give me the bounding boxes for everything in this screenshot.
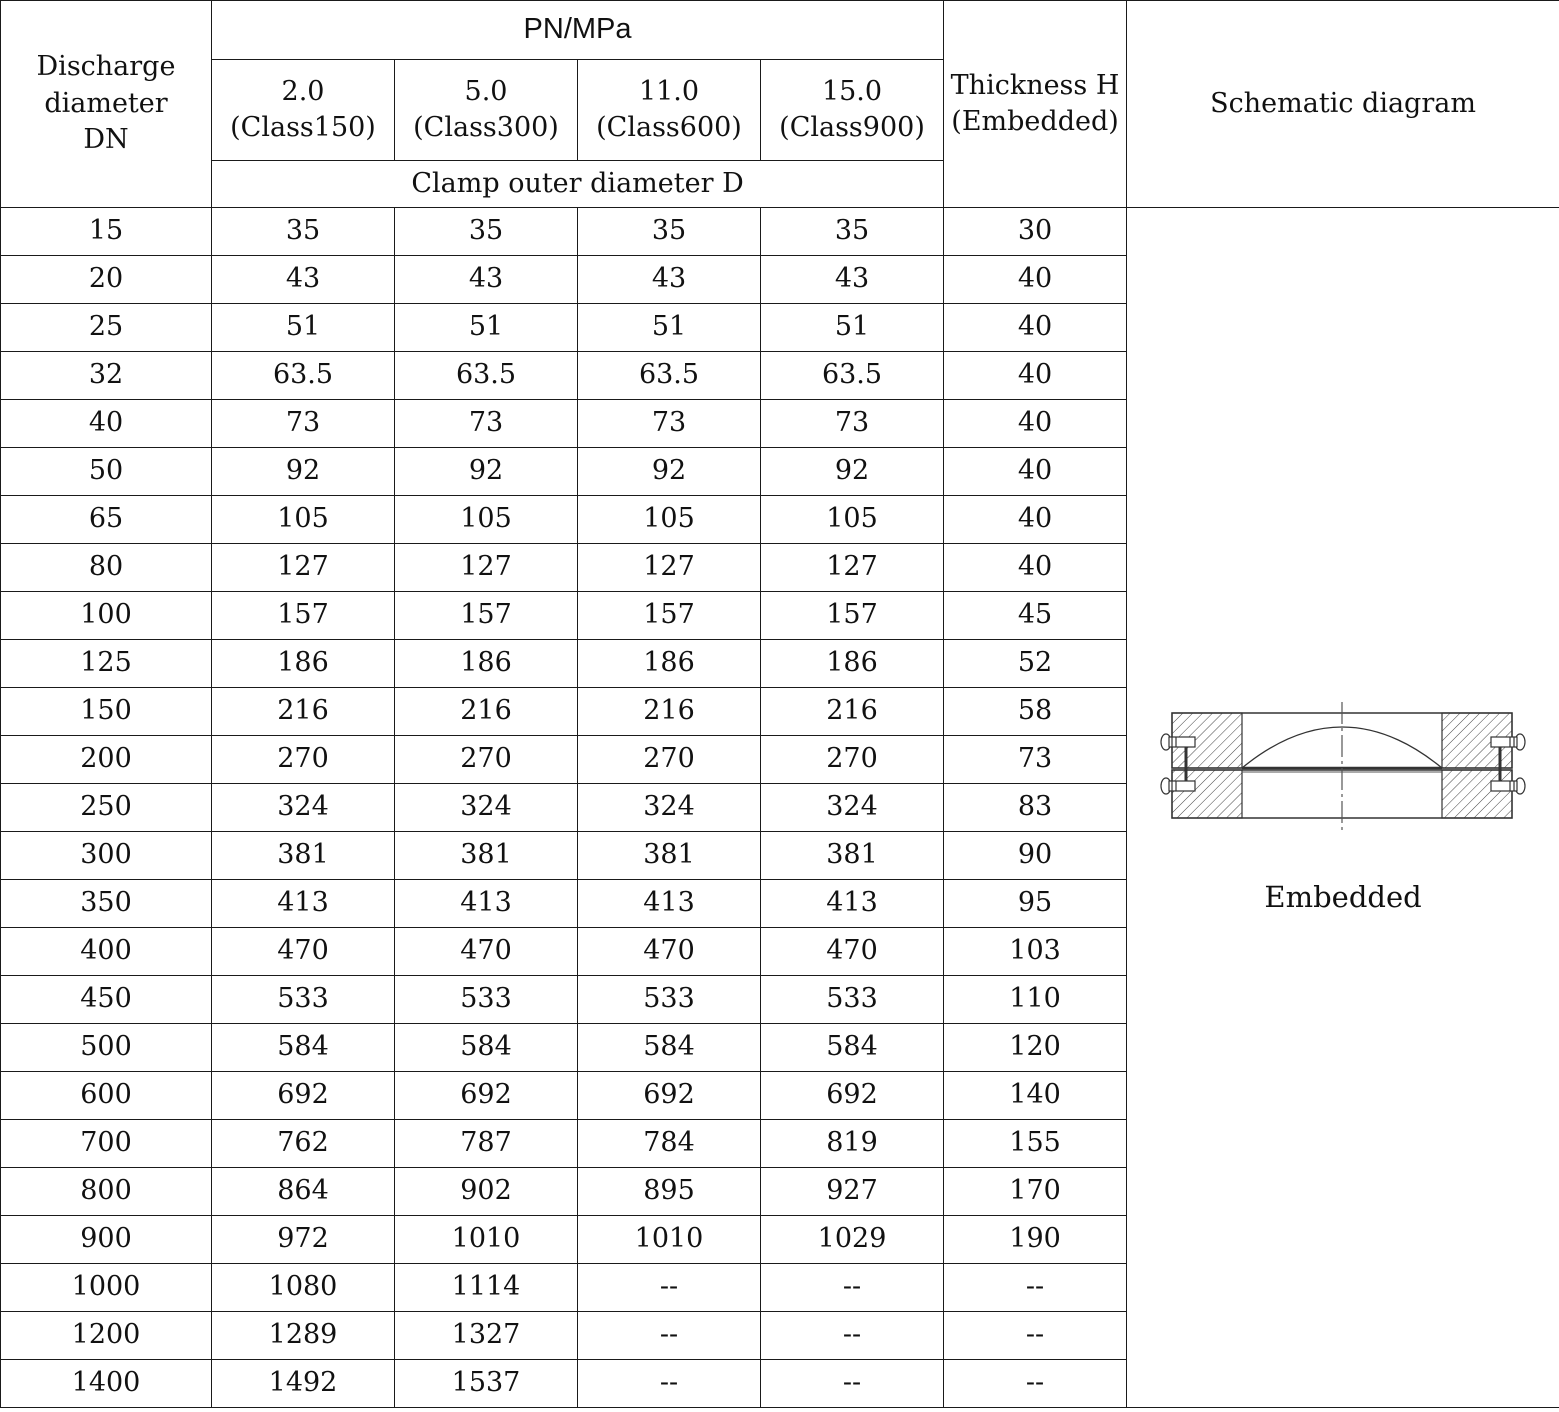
dn-cell: 32 [1,352,212,400]
thickness-line2: (Embedded) [951,106,1119,137]
clamp-diameter-cell: 73 [395,400,578,448]
clamp-diameter-cell: 92 [395,448,578,496]
clamp-diameter-cell: 127 [212,544,395,592]
dn-cell: 50 [1,448,212,496]
clamp-diameter-cell: 324 [212,784,395,832]
clamp-diameter-cell: 819 [761,1120,944,1168]
clamp-diameter-cell: 270 [578,736,761,784]
clamp-diameter-cell: 927 [761,1168,944,1216]
clamp-diameter-cell: 43 [761,256,944,304]
thickness-cell: 40 [944,400,1127,448]
clamp-diameter-cell: -- [761,1360,944,1408]
dn-cell: 450 [1,976,212,1024]
clamp-diameter-cell: 1114 [395,1264,578,1312]
clamp-diameter-cell: 692 [578,1072,761,1120]
clamp-diameter-cell: 324 [578,784,761,832]
thickness-cell: 110 [944,976,1127,1024]
clamp-diameter-cell: 413 [212,880,395,928]
header-thickness [944,1,1127,208]
clamp-diameter-cell: 413 [395,880,578,928]
clamp-diameter-cell: 864 [212,1168,395,1216]
clamp-diameter-cell: 533 [578,976,761,1024]
thickness-cell: 40 [944,496,1127,544]
class-value: (Class300) [413,112,559,143]
dn-cell: 200 [1,736,212,784]
clamp-diameter-cell: 1492 [212,1360,395,1408]
clamp-diameter-cell: -- [578,1360,761,1408]
dn-cell: 600 [1,1072,212,1120]
clamp-diameter-cell: 895 [578,1168,761,1216]
clamp-diameter-cell: 413 [578,880,761,928]
clamp-diameter-cell: 157 [578,592,761,640]
thickness-cell: 155 [944,1120,1127,1168]
clamp-diameter-cell: 43 [578,256,761,304]
thickness-cell: 120 [944,1024,1127,1072]
clamp-diameter-cell: 381 [212,832,395,880]
clamp-diameter-cell: 105 [578,496,761,544]
thickness-cell: 190 [944,1216,1127,1264]
clamp-diameter-cell: 381 [578,832,761,880]
thickness-cell: 40 [944,256,1127,304]
clamp-diameter-cell: 1537 [395,1360,578,1408]
clamp-diameter-cell: -- [578,1312,761,1360]
header-pressure-class [761,60,944,161]
clamp-diameter-cell: 381 [395,832,578,880]
clamp-diameter-cell: 972 [212,1216,395,1264]
clamp-diameter-cell: 63.5 [395,352,578,400]
clamp-diameter-cell: 186 [395,640,578,688]
diagram-caption: Embedded [1264,879,1422,914]
header-pressure-class [212,60,395,161]
dn-cell: 80 [1,544,212,592]
header-discharge-diameter: Discharge diameter DN [1,1,212,208]
dn-cell: 40 [1,400,212,448]
dn-cell: 1200 [1,1312,212,1360]
thickness-cell: 58 [944,688,1127,736]
clamp-diameter-cell: 692 [395,1072,578,1120]
class-value: (Class150) [230,112,376,143]
clamp-diameter-cell: 35 [578,208,761,256]
dn-cell: 700 [1,1120,212,1168]
clamp-diameter-cell: 157 [212,592,395,640]
dn-cell: 20 [1,256,212,304]
clamp-diameter-cell: 157 [761,592,944,640]
clamp-diameter-cell: 324 [395,784,578,832]
clamp-diameter-cell: 73 [761,400,944,448]
clamp-diameter-cell: 73 [212,400,395,448]
dn-cell: 65 [1,496,212,544]
clamp-diameter-cell: 35 [761,208,944,256]
clamp-diameter-cell: 63.5 [212,352,395,400]
dn-cell: 100 [1,592,212,640]
clamp-diameter-cell: 186 [761,640,944,688]
clamp-diameter-cell: 51 [212,304,395,352]
pressure-value: 15.0 [821,75,883,107]
dn-cell: 1400 [1,1360,212,1408]
embedded-rupture-disc-clamp-diagram-icon [1158,698,1528,838]
header-schematic-diagram: Schematic diagram [1127,1,1559,208]
clamp-diameter-cell: 105 [761,496,944,544]
clamp-diameter-cell: 470 [212,928,395,976]
clamp-diameter-cell: 63.5 [761,352,944,400]
clamp-diameter-cell: 127 [578,544,761,592]
header-clamp-outer-diameter: Clamp outer diameter D [212,161,944,208]
dn-cell: 300 [1,832,212,880]
clamp-diameter-cell: 186 [578,640,761,688]
header-pressure-class [395,60,578,161]
clamp-diameter-cell: 270 [395,736,578,784]
clamp-diameter-cell: 902 [395,1168,578,1216]
clamp-diameter-cell: 105 [395,496,578,544]
pressure-value: 11.0 [638,75,700,107]
thickness-cell: 52 [944,640,1127,688]
clamp-diameter-cell: 1029 [761,1216,944,1264]
clamp-diameter-cell: 270 [761,736,944,784]
clamp-diameter-cell: 127 [761,544,944,592]
clamp-diameter-cell: 584 [761,1024,944,1072]
clamp-diameter-cell: 1289 [212,1312,395,1360]
table-row [1,208,1559,256]
clamp-diameter-cell: 324 [761,784,944,832]
thickness-cell: 73 [944,736,1127,784]
dn-cell: 15 [1,208,212,256]
clamp-diameter-cell: 51 [395,304,578,352]
clamp-diameter-cell: 584 [212,1024,395,1072]
clamp-diameter-cell: 35 [212,208,395,256]
dn-cell: 25 [1,304,212,352]
clamp-diameter-cell: 35 [395,208,578,256]
clamp-diameter-cell: 43 [212,256,395,304]
clamp-diameter-cell: 470 [578,928,761,976]
thickness-cell: 140 [944,1072,1127,1120]
clamp-diameter-cell: 1010 [395,1216,578,1264]
dn-cell: 1000 [1,1264,212,1312]
dn-cell: 500 [1,1024,212,1072]
clamp-diameter-cell: 63.5 [578,352,761,400]
clamp-diameter-cell: 533 [395,976,578,1024]
clamp-diameter-cell: 92 [212,448,395,496]
thickness-cell: 103 [944,928,1127,976]
clamp-diameter-cell: 381 [761,832,944,880]
clamp-diameter-cell: 584 [395,1024,578,1072]
clamp-diameter-cell: -- [761,1312,944,1360]
thickness-cell: 40 [944,544,1127,592]
clamp-diameter-cell: 787 [395,1120,578,1168]
clamp-diameter-cell: 1010 [578,1216,761,1264]
clamp-diameter-cell: 105 [212,496,395,544]
clamp-diameter-cell: -- [761,1264,944,1312]
thickness-cell: 40 [944,304,1127,352]
clamp-diameter-cell: 216 [761,688,944,736]
dn-cell: 900 [1,1216,212,1264]
thickness-cell: 170 [944,1168,1127,1216]
header-pressure-class [578,60,761,161]
thickness-cell: 90 [944,832,1127,880]
schematic-diagram-cell [1127,208,1559,1408]
clamp-diameter-cell: 157 [395,592,578,640]
thickness-cell: -- [944,1360,1127,1408]
clamp-diameter-cell: 762 [212,1120,395,1168]
pressure-value: 5.0 [464,75,508,107]
thickness-cell: 30 [944,208,1127,256]
clamp-diameter-cell: 92 [578,448,761,496]
thickness-cell: -- [944,1264,1127,1312]
dn-cell: 350 [1,880,212,928]
clamp-diameter-cell: 533 [212,976,395,1024]
thickness-cell: 83 [944,784,1127,832]
clamp-diameter-cell: 413 [761,880,944,928]
dn-cell: 400 [1,928,212,976]
clamp-diameter-cell: 92 [761,448,944,496]
thickness-cell: 95 [944,880,1127,928]
clamp-diameter-cell: 470 [395,928,578,976]
clamp-diameter-cell: 51 [761,304,944,352]
clamp-diameter-cell: -- [578,1264,761,1312]
clamp-diameter-cell: 692 [761,1072,944,1120]
clamp-diameter-cell: 216 [212,688,395,736]
thickness-cell: -- [944,1312,1127,1360]
header-pn-mpa: PN/MPa [212,1,944,60]
thickness-cell: 40 [944,448,1127,496]
thickness-cell: 40 [944,352,1127,400]
pressure-value: 2.0 [281,75,325,107]
clamp-diameter-cell: 216 [578,688,761,736]
clamp-diameter-cell: 784 [578,1120,761,1168]
clamp-diameter-cell: 470 [761,928,944,976]
clamp-diameter-cell: 1080 [212,1264,395,1312]
clamp-diameter-cell: 127 [395,544,578,592]
class-value: (Class600) [596,112,742,143]
thickness-line1: Thickness H [950,69,1120,101]
clamp-diameter-cell: 216 [395,688,578,736]
clamp-diameter-cell: 692 [212,1072,395,1120]
clamp-diameter-cell: 73 [578,400,761,448]
clamp-diameter-cell: 43 [395,256,578,304]
thickness-cell: 45 [944,592,1127,640]
clamp-diameter-cell: 270 [212,736,395,784]
clamp-diameter-cell: 51 [578,304,761,352]
diagram-wrap [1127,698,1559,917]
dn-cell: 800 [1,1168,212,1216]
clamp-diameter-cell: 584 [578,1024,761,1072]
dn-cell: 125 [1,640,212,688]
clamp-diameter-cell: 533 [761,976,944,1024]
clamp-diameter-cell: 1327 [395,1312,578,1360]
class-value: (Class900) [779,112,925,143]
clamp-diameter-cell: 186 [212,640,395,688]
dn-cell: 150 [1,688,212,736]
dn-cell: 250 [1,784,212,832]
